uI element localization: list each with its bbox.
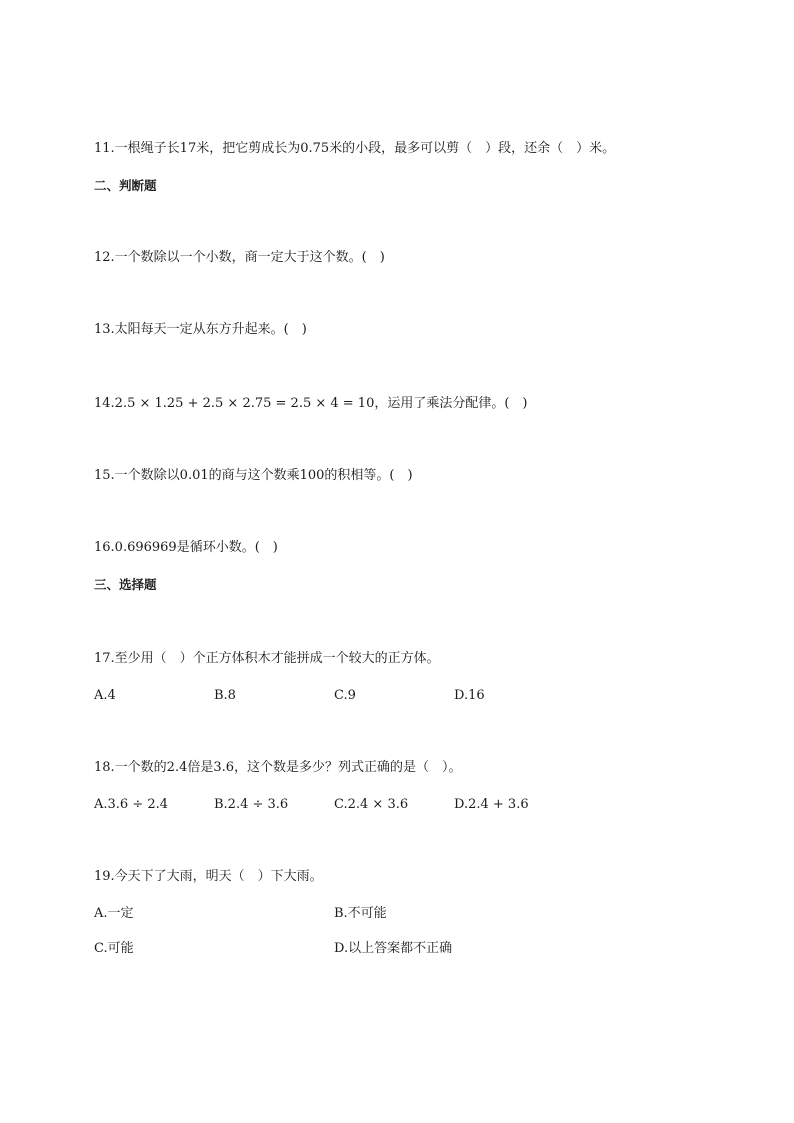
q19-option-b: B.不可能 (334, 906, 387, 921)
question-13: 13.太阳每天一定从东方升起来。( ) (94, 322, 307, 337)
question-15: 15.一个数除以0.01的商与这个数乘100的积相等。( ) (94, 468, 413, 483)
question-11: 11.一根绳子长17米，把它剪成长为0.75米的小段，最多可以剪（ ）段，还余（ ）米。 (94, 141, 616, 156)
q17-option-b: B.8 (214, 688, 236, 703)
section-heading-judgement: 二、判断题 (94, 178, 157, 193)
question-14: 14.2.5 × 1.25 + 2.5 × 2.75 = 2.5 × 4 = 10，运用了乘法分配律。( ) (94, 396, 528, 411)
question-12: 12.一个数除以一个小数，商一定大于这个数。( ) (94, 250, 385, 265)
question-18: 18.一个数的2.4倍是3.6，这个数是多少？列式正确的是（ ）。 (94, 760, 462, 775)
q17-option-c: C.9 (334, 688, 356, 703)
question-16: 16.0.696969是循环小数。( ) (94, 540, 278, 555)
section-heading-choice: 三、选择题 (94, 577, 157, 592)
q18-option-c: C.2.4 × 3.6 (334, 797, 409, 812)
q18-option-b: B.2.4 ÷ 3.6 (214, 797, 289, 812)
q17-option-d: D.16 (454, 688, 485, 703)
q18-option-a: A.3.6 ÷ 2.4 (94, 797, 169, 812)
question-17: 17.至少用（ ）个正方体积木才能拼成一个较大的正方体。 (94, 651, 440, 666)
question-19: 19.今天下了大雨，明天（ ）下大雨。 (94, 869, 323, 884)
q17-option-a: A.4 (94, 688, 116, 703)
q19-option-a: A.一定 (94, 906, 134, 921)
q19-option-c: C.可能 (94, 941, 134, 956)
q19-option-d: D.以上答案都不正确 (334, 941, 453, 956)
q18-option-d: D.2.4 + 3.6 (454, 797, 529, 812)
